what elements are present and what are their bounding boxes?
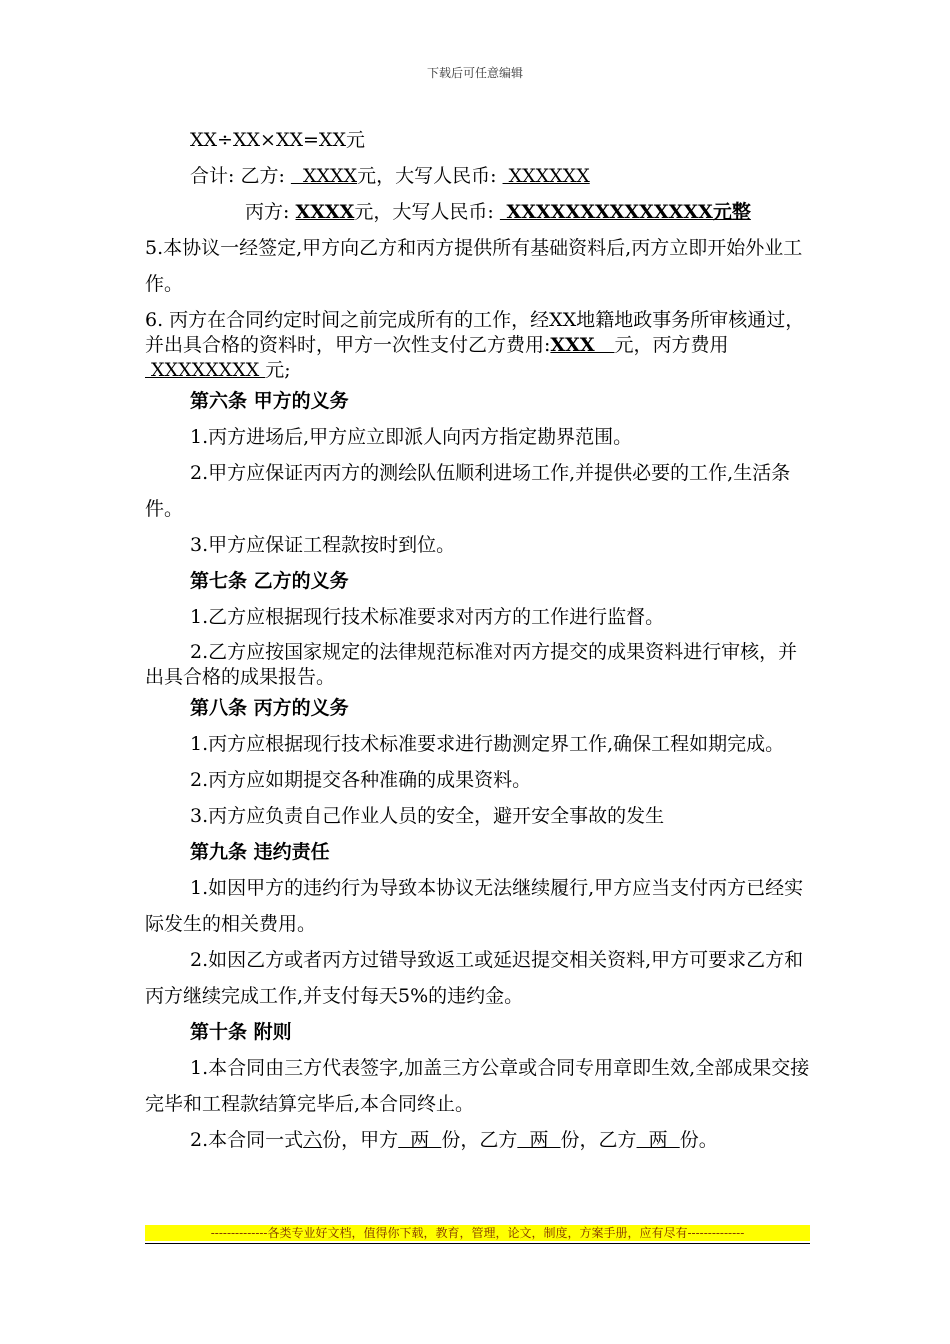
section-6-item-1: 1.丙方进场后,甲方应立即派人向丙方指定勘界范围。 xyxy=(190,426,633,448)
item-6-text: 6. 丙方在合同约定时间之前完成所有的工作，经XX地籍地政事务所审核通过，并出具合格的资料时，甲方一次性支付乙方费用: xyxy=(145,309,805,356)
copies-total: 六 xyxy=(303,1129,323,1151)
section-8-item-2: 2.丙方应如期提交各种准确的成果资料。 xyxy=(190,769,532,791)
section-7-item-2: 2.乙方应按国家规定的法律规范标准对丙方提交的成果资料进行审核，并出具合格的成果报告。 xyxy=(145,641,798,688)
total-line xyxy=(145,158,810,194)
section-7-item-1: 1.乙方应根据现行技术标准要求对丙方的工作进行监督。 xyxy=(190,606,665,628)
copies-a: 2.本合同一式 xyxy=(190,1129,304,1151)
copies-e: 份，乙方 xyxy=(441,1129,518,1151)
section-9-title: 第九条 违约责任 xyxy=(190,841,330,863)
item-6-amount1: XXX xyxy=(550,334,615,356)
bing-label: 丙方: xyxy=(245,201,296,223)
page-header: 下载后可任意编辑 xyxy=(426,66,523,80)
total-yi-words: XXXXXX xyxy=(502,165,590,187)
section-8-title: 第八条 丙方的义务 xyxy=(190,697,349,719)
total-yi-amount: XXXX xyxy=(290,165,358,187)
copies-c: 份，甲方 xyxy=(322,1129,399,1151)
copies-yi-2: 两 xyxy=(636,1129,680,1151)
item-6-mid: 元，丙方费用 xyxy=(614,334,729,356)
section-6-item-2: 2.甲方应保证丙丙方的测绘队伍顺利进场工作,并提供必要的工作,生活条件。 xyxy=(145,462,791,520)
section-9-item-2: 2.如因乙方或者丙方过错导致返工或延迟提交相关资料,甲方可要求乙方和丙方继续完成工作,并支付每天5%的违约金。 xyxy=(145,949,804,1007)
item-6 xyxy=(145,308,810,383)
item-6-end: 元; xyxy=(265,359,291,381)
section-6-item-3: 3.甲方应保证工程款按时到位。 xyxy=(190,534,456,556)
bing-words: XXXXXXXXXXXXXX元整 xyxy=(499,201,751,223)
formula-line: XX÷XX×XX=XX元 xyxy=(190,129,365,151)
footer-divider xyxy=(145,1243,810,1244)
section-6-title: 第六条 甲方的义务 xyxy=(190,390,349,412)
section-7-title: 第七条 乙方的义务 xyxy=(190,570,349,592)
bing-mid: 元，大写人民币: xyxy=(354,201,500,223)
copies-yi-1: 两 xyxy=(517,1129,561,1151)
bing-total-line xyxy=(145,194,810,230)
total-label: 合计: 乙方: xyxy=(190,165,291,187)
total-yi-mid: 元，大写人民币: xyxy=(357,165,503,187)
section-10-item-2 xyxy=(145,1122,810,1158)
item-5: 5.本协议一经签定,甲方向乙方和丙方提供所有基础资料后,丙方立即开始外业工作。 xyxy=(145,237,803,295)
copies-jia: 两 xyxy=(398,1129,442,1151)
section-8-item-3: 3.丙方应负责自己作业人员的安全，避开安全事故的发生 xyxy=(190,805,665,827)
footer-banner: --------------各类专业好文档，值得你下载，教育，管理，论文，制度，方案手册，应有尽有-------------- xyxy=(145,1225,810,1241)
section-9-item-1: 1.如因甲方的违约行为导致本协议无法继续履行,甲方应当支付丙方已经实际发生的相关费用。 xyxy=(145,877,804,935)
document-body xyxy=(145,122,810,1158)
bing-amount: XXXX xyxy=(295,201,355,223)
copies-i: 份。 xyxy=(679,1129,718,1151)
item-6-amount2: XXXXXXXX xyxy=(145,359,266,381)
section-8-item-1: 1.丙方应根据现行技术标准要求进行勘测定界工作,确保工程如期完成。 xyxy=(190,733,785,755)
section-10-item-1: 1.本合同由三方代表签字,加盖三方公章或合同专用章即生效,全部成果交接完毕和工程款结算完毕后,本合同终止。 xyxy=(145,1057,810,1115)
copies-g: 份，乙方 xyxy=(560,1129,637,1151)
section-10-title: 第十条 附则 xyxy=(190,1021,292,1043)
